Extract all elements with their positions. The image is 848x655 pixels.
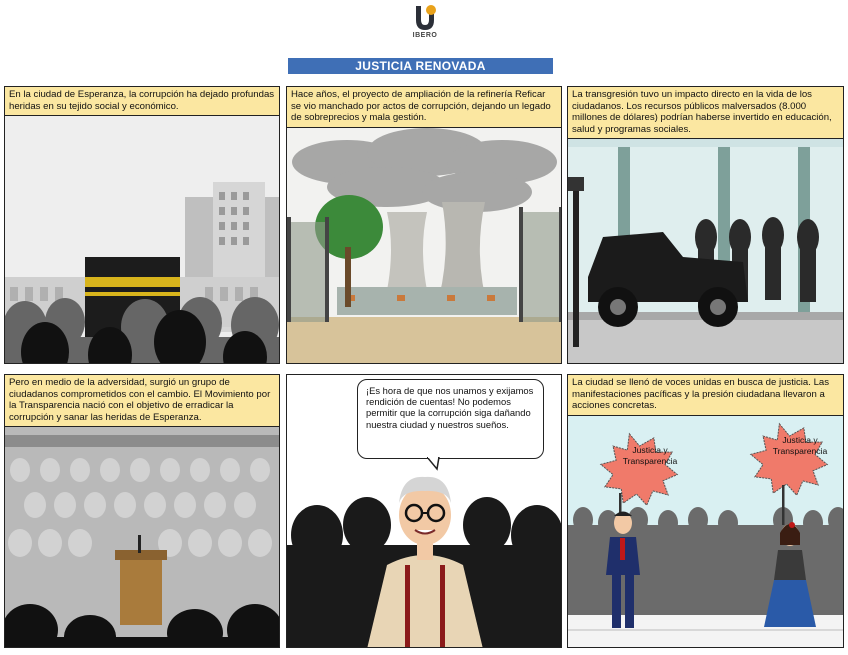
logo-text: IBERO — [412, 32, 438, 39]
ibero-logo-icon — [412, 4, 438, 32]
speech-bubble: ¡Es hora de que nos unamos y exijamos rendición de cuentas! No podemos permitir que la corrupción siga dañando nuestra ciudad y nuestros sueños. — [357, 379, 544, 459]
panel-2-scene — [287, 87, 562, 364]
panel-4 — [4, 374, 280, 648]
sign-left-text: Justicia y Transparencia — [622, 445, 678, 466]
panel-1 — [4, 86, 280, 364]
panel-3 — [567, 86, 844, 364]
panel-5 — [286, 374, 562, 648]
panel-1-caption: En la ciudad de Esperanza, la corrupción ha dejado profundas heridas en su tejido social y económico. — [5, 87, 279, 116]
panel-6-scene — [568, 375, 844, 648]
speech-bubble-tail — [427, 457, 441, 471]
comic-title: JUSTICIA RENOVADA — [288, 58, 553, 74]
ibero-logo — [405, 4, 445, 46]
panel-2 — [286, 86, 562, 364]
sign-right-text: Justicia y Transparencia — [772, 435, 828, 456]
panel-4-caption: Pero en medio de la adversidad, surgió un grupo de ciudadanos comprometidos con el cambio. El Movimiento por la Transparencia nació con el objetivo de erradicar la corrupción y sanar las heridas de Esperanza. — [5, 375, 279, 427]
panel-6-caption: La ciudad se llenó de voces unidas en busca de justicia. Las manifestaciones pacíficas y la presión ciudadana llevaron a acciones concretas. — [568, 375, 843, 416]
panel-1-scene — [5, 87, 280, 364]
panel-3-caption: La transgresión tuvo un impacto directo en la vida de los ciudadanos. Los recursos públicos malversados (8.000 millones de dólares) podrían haberse invertido en educación, salud y programas sociales. — [568, 87, 843, 139]
panel-2-caption: Hace años, el proyecto de ampliación de la refinería Reficar se vio manchado por actos de corrupción, dejando un legado de sobreprecios y mala gestión. — [287, 87, 561, 128]
panel-6 — [567, 374, 844, 648]
